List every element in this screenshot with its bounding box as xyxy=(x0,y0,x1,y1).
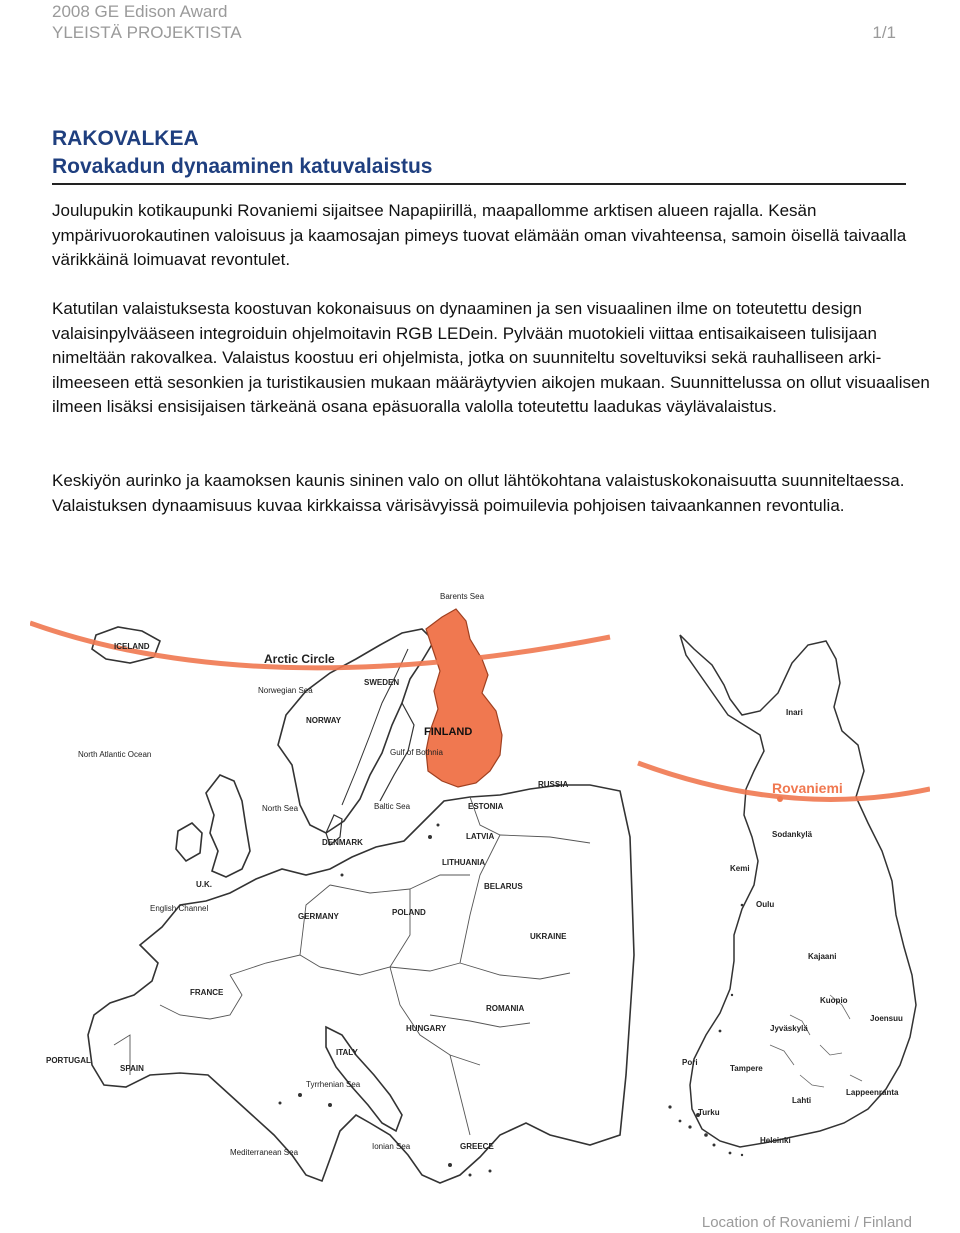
region-label: POLAND xyxy=(392,908,426,917)
paragraph-concept: Keskiyön aurinko ja kaamoksen kaunis sininen valo on ollut lähtökohtana valaistuskokonaisuutta suunniteltaessa. Valaistuksen dynaamisuus kuvaa kirkkaissa värisävyissä poimuilevia pohjoisen taivaankannen revontulia. xyxy=(52,471,905,515)
paragraph-intro: Joulupukin kotikaupunki Rovaniemi sijaitsee Napapiirillä, maapallomme arktisen alueen rajalla. Kesän ympärivuorokautinen valoisuus ja kaamosajan pimeys tuovat elämään oman vivahteensa, samoin öisellä taivaalla värikkäinä loimuavat revontulet. xyxy=(52,201,907,269)
sea-label: North Atlantic Ocean xyxy=(78,750,152,759)
document-subtitle: Rovakadun dynaaminen katuvalaistus xyxy=(52,155,433,178)
region-label: SPAIN xyxy=(120,1064,144,1073)
town-label: Pori xyxy=(682,1058,698,1067)
sea-label: Baltic Sea xyxy=(374,802,411,811)
region-label: DENMARK xyxy=(322,838,363,847)
rovaniemi-label: Rovaniemi xyxy=(772,780,843,796)
region-label: ITALY xyxy=(336,1048,358,1057)
region-label: GERMANY xyxy=(298,912,339,921)
header-category: YLEISTÄ PROJEKTISTA xyxy=(52,23,242,42)
region-label: ICELAND xyxy=(114,642,150,651)
town-label: Kuopio xyxy=(820,996,848,1005)
region-label: LITHUANIA xyxy=(442,858,486,867)
finland-label: FINLAND xyxy=(424,726,473,738)
finland-highlight xyxy=(426,609,502,787)
region-label: NORWAY xyxy=(306,716,342,725)
region-label: UKRAINE xyxy=(530,932,567,941)
region-label: BELARUS xyxy=(484,882,523,891)
town-label: Jyväskylä xyxy=(770,1024,808,1033)
town-label: Oulu xyxy=(756,900,775,909)
region-label: HUNGARY xyxy=(406,1024,447,1033)
page-number: 1/1 xyxy=(872,23,896,42)
arctic-circle-label: Arctic Circle xyxy=(264,652,335,666)
region-label: SWEDEN xyxy=(364,678,400,687)
region-label: ROMANIA xyxy=(486,1004,525,1013)
town-label: Lahti xyxy=(792,1096,812,1105)
sea-label: Norwegian Sea xyxy=(258,686,313,695)
uk-shape xyxy=(206,775,250,877)
sea-label: English Channel xyxy=(150,904,209,913)
finland-labels xyxy=(682,708,903,1145)
sea-label: Ionian Sea xyxy=(372,1142,411,1151)
town-label: Kajaani xyxy=(808,952,837,961)
italy-shape xyxy=(326,1027,402,1131)
sea-label: Mediterranean Sea xyxy=(230,1148,299,1157)
region-label: LATVIA xyxy=(466,832,495,841)
town-label: Joensuu xyxy=(870,1014,903,1023)
map-caption: Location of Rovaniemi / Finland xyxy=(701,1214,912,1231)
town-label: Helsinki xyxy=(760,1136,791,1145)
title-divider xyxy=(52,183,906,185)
town-label: Sodankylä xyxy=(772,830,813,839)
rovaniemi-marker xyxy=(777,796,783,802)
document-title: RAKOVALKEA xyxy=(52,127,199,150)
sea-label: Barents Sea xyxy=(440,592,485,601)
region-label: GREECE xyxy=(460,1142,494,1151)
region-label: FRANCE xyxy=(190,988,224,997)
sea-label: North Sea xyxy=(262,804,299,813)
town-label: Kemi xyxy=(730,864,750,873)
header-award: 2008 GE Edison Award xyxy=(52,2,228,21)
sea-label: Tyrrhenian Sea xyxy=(306,1080,361,1089)
region-label: ESTONIA xyxy=(468,802,504,811)
town-label: Inari xyxy=(786,708,803,717)
region-label: RUSSIA xyxy=(538,780,569,789)
paragraph-lighting: Katutilan valaistuksesta koostuvan kokonaisuus on dynaaminen ja sen visuaalinen ilme on toteutettu design valaisinpylvääseen integroiduin ohjelmoitavin RGB LEDein. Pylvään muotokieli viittaa entisaikaiseen tulisijaan nimeltään rakovalkea. Valaistus koostuu eri ohjelmista, jotka on suunniteltu soveltuviksi sekä rauhalliseen arki-ilmeeseen että sesonkien ja turistikausien mukaan määräytyvien aikojen mukaan. Suunnittelussa on ollut visuaalisen ilmeen lisäksi ensisijaisen tärkeänä osana epäsuoralla valolla toteutettu laadukas väylävalaistus. xyxy=(52,299,930,416)
town-label: Turku xyxy=(698,1108,720,1117)
town-label: Tampere xyxy=(730,1064,763,1073)
town-label: Lappeenranta xyxy=(846,1088,899,1097)
location-maps xyxy=(30,575,930,1200)
sea-label: Gulf of Bothnia xyxy=(390,748,443,757)
region-label: PORTUGAL xyxy=(46,1056,91,1065)
ireland-shape xyxy=(176,823,202,861)
region-label: U.K. xyxy=(196,880,212,889)
